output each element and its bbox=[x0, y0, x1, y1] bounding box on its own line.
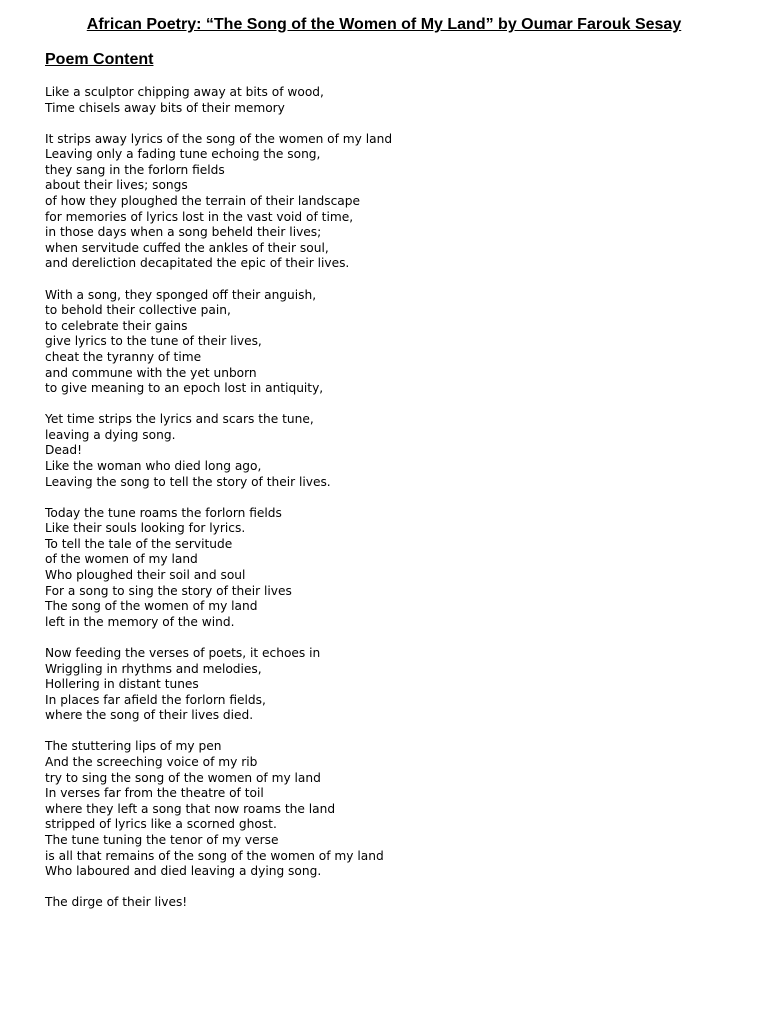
poem-line: The song of the women of my land bbox=[45, 599, 258, 614]
poem-line: to give meaning to an epoch lost in antiquity, bbox=[45, 381, 324, 396]
poem-stanza bbox=[45, 85, 745, 116]
poem-line: for memories of lyrics lost in the vast void of time, bbox=[45, 209, 354, 224]
poem-line: Now feeding the verses of poets, it echoes in bbox=[45, 645, 321, 660]
poem-line: where they left a song that now roams the land bbox=[45, 801, 336, 816]
poem-line: left in the memory of the wind. bbox=[45, 614, 235, 629]
poem-line: Who laboured and died leaving a dying song. bbox=[45, 864, 322, 879]
poem-line: to celebrate their gains bbox=[45, 318, 188, 333]
poem-line: is all that remains of the song of the women of my land bbox=[45, 848, 384, 863]
poem-line: And the screeching voice of my rib bbox=[45, 754, 258, 769]
poem-line: Like the woman who died long ago, bbox=[45, 458, 262, 473]
poem-line: Hollering in distant tunes bbox=[45, 677, 199, 692]
poem-stanza bbox=[45, 132, 745, 272]
poem-line: of the women of my land bbox=[45, 552, 198, 567]
poem-line: Leaving only a fading tune echoing the song, bbox=[45, 147, 321, 162]
poem-line: Dead! bbox=[45, 443, 82, 458]
poem-line: about their lives; songs bbox=[45, 178, 188, 193]
poem-line: Time chisels away bits of their memory bbox=[45, 100, 285, 115]
poem-stanza bbox=[45, 646, 745, 724]
poem-line: For a song to sing the story of their lives bbox=[45, 583, 292, 598]
poem-line: In places far afield the forlorn fields, bbox=[45, 692, 266, 707]
poem-line: try to sing the song of the women of my land bbox=[45, 770, 321, 785]
poem-line: and dereliction decapitated the epic of their lives. bbox=[45, 256, 350, 271]
poem-stanza bbox=[45, 895, 745, 911]
poem-stanza bbox=[45, 412, 745, 490]
poem-stanza bbox=[45, 506, 745, 631]
poem-line: Wriggling in rhythms and melodies, bbox=[45, 661, 262, 676]
poem-line: Who ploughed their soil and soul bbox=[45, 568, 246, 583]
poem-line: Leaving the song to tell the story of their lives. bbox=[45, 474, 331, 489]
poem-line: when servitude cuffed the ankles of their soul, bbox=[45, 240, 329, 255]
document-title: African Poetry: “The Song of the Women of My Land” by Oumar Farouk Sesay bbox=[86, 16, 682, 33]
poem-stanza bbox=[45, 288, 745, 397]
poem-line: stripped of lyrics like a scorned ghost. bbox=[45, 817, 277, 832]
poem-line: In verses far from the theatre of toil bbox=[45, 786, 264, 801]
poem-line: where the song of their lives died. bbox=[45, 708, 254, 723]
poem-body bbox=[45, 85, 745, 926]
poem-line: To tell the tale of the servitude bbox=[45, 536, 233, 551]
poem-line: Like their souls looking for lyrics. bbox=[45, 521, 246, 536]
poem-line: of how they ploughed the terrain of their landscape bbox=[45, 194, 360, 209]
poem-line: cheat the tyranny of time bbox=[45, 349, 202, 364]
poem-line: The dirge of their lives! bbox=[45, 895, 188, 910]
poem-line: leaving a dying song. bbox=[45, 427, 176, 442]
poem-line: It strips away lyrics of the song of the women of my land bbox=[45, 131, 393, 146]
poem-line: Like a sculptor chipping away at bits of wood, bbox=[45, 85, 324, 99]
poem-line: Yet time strips the lyrics and scars the tune, bbox=[45, 412, 314, 427]
poem-line: give lyrics to the tune of their lives, bbox=[45, 334, 262, 349]
poem-line: The stuttering lips of my pen bbox=[45, 739, 222, 754]
poem-line: they sang in the forlorn fields bbox=[45, 162, 225, 177]
poem-line: to behold their collective pain, bbox=[45, 303, 231, 318]
poem-line: Today the tune roams the forlorn fields bbox=[45, 505, 282, 520]
poem-line: The tune tuning the tenor of my verse bbox=[45, 832, 279, 847]
poem-stanza bbox=[45, 739, 745, 879]
poem-line: With a song, they sponged off their anguish, bbox=[45, 287, 317, 302]
poem-line: in those days when a song beheld their lives; bbox=[45, 225, 322, 240]
section-heading: Poem Content bbox=[45, 51, 154, 68]
poem-line: and commune with the yet unborn bbox=[45, 365, 257, 380]
